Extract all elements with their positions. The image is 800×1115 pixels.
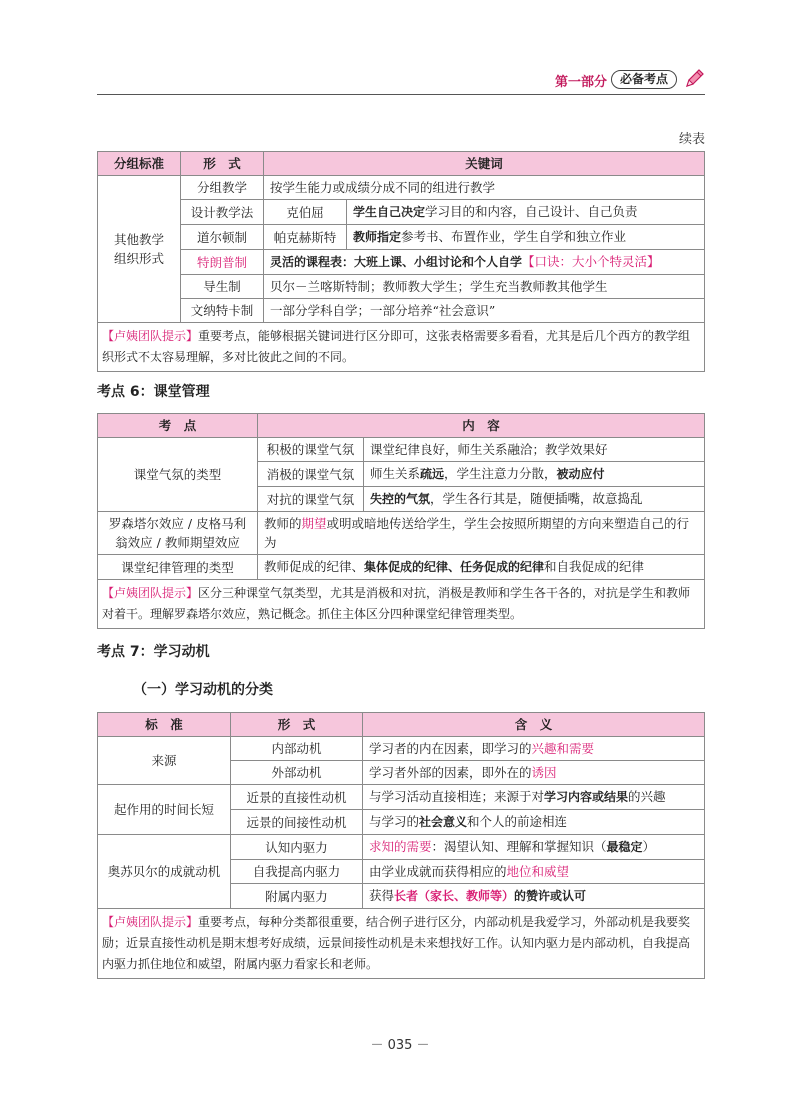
tip-row — [98, 580, 705, 629]
desc-text: ，学生各行其是，随便插嘴，故意捣乱 — [430, 491, 643, 506]
meaning-cell — [363, 884, 705, 909]
climate-type: 对抗的课堂气氛 — [258, 487, 364, 512]
desc-text: 学习者的内在因素，即学习的 — [369, 741, 532, 756]
meaning-cell — [363, 785, 705, 810]
form-cell: 分组教学 — [181, 176, 264, 200]
keyword-text: 学习目的和内容，自己设计、自己负责 — [425, 204, 638, 219]
form-cell: 内部动机 — [231, 737, 363, 761]
keyword-cell — [264, 250, 705, 275]
desc-bold: 学习内容或结果 — [544, 790, 629, 804]
discipline-desc — [258, 555, 705, 580]
desc-highlight: 长者（家长、教师等） — [394, 889, 515, 903]
tip-text: 重要考点，每种分类都很重要，结合例子进行区分，内部动机是我爱学习，外部动机是我要奖励；近景直接性动机是期末想考好成绩，远景间接性动机是未来想找好工作。认知内驱力是内部动机，自我提高内驱力抓住地位和威望，附属内驱力看家长和老师。 — [102, 915, 691, 971]
climate-desc — [364, 462, 705, 487]
section-title: 考点 6：课堂管理 — [97, 384, 210, 400]
keyword-bold: 学生自己决定 — [353, 205, 426, 219]
desc-text: 学习者外部的因素，即外在的 — [369, 765, 532, 780]
classroom-management-table — [97, 413, 705, 629]
column-header: 内 容 — [258, 414, 705, 438]
form-cell: 外部动机 — [231, 761, 363, 785]
table-header-row — [98, 414, 705, 438]
tip-row — [98, 909, 705, 979]
person-cell: 帕克赫斯特 — [264, 225, 347, 250]
form-cell: 远景的间接性动机 — [231, 810, 363, 835]
keyword-cell — [347, 225, 705, 250]
desc-highlight: 兴趣和需要 — [531, 741, 595, 756]
table-row — [98, 176, 705, 200]
person-cell: 克伯屈 — [264, 200, 347, 225]
meaning-cell — [363, 761, 705, 785]
desc-bold: 的赞许或认可 — [514, 889, 587, 903]
desc-text: 教师的 — [264, 516, 302, 531]
tip-text: 重要考点，能够根据关键词进行区分即可，这张表格需要多看看，尤其是后几个西方的教学组织形式不太容易理解，多对比彼此之间的不同。 — [102, 329, 691, 364]
desc-bold: 被动应付 — [556, 467, 605, 481]
desc-text: 与学习的 — [369, 814, 420, 829]
desc-text: 师生关系 — [370, 466, 421, 481]
tip-label: 【卢姨团队提示】 — [102, 915, 199, 929]
table-row — [98, 275, 705, 299]
desc-highlight: 地位和威望 — [506, 864, 570, 879]
section-title: 考点 7：学习动机 — [97, 644, 210, 660]
column-header: 含 义 — [363, 713, 705, 737]
desc-text: ：渴望认知、理解和掌握知识（ — [431, 839, 607, 854]
standard-label: 来源 — [98, 737, 231, 785]
table-row — [98, 299, 705, 323]
part-title: 第一部分 — [554, 75, 607, 90]
desc-highlight: 求知的需要 — [369, 839, 432, 854]
desc-bold: 疏远 — [420, 467, 445, 481]
keyword-text: 参考书、布置作业，学生自学和独立作业 — [401, 229, 627, 244]
climate-label: 课堂气氛的类型 — [98, 438, 258, 512]
column-header: 标 准 — [98, 713, 231, 737]
keyword-bold: 灵活的课程表：大班上课、小组讨论和个人自学 — [270, 255, 523, 269]
form-cell: 道尔顿制 — [181, 225, 264, 250]
effect-label: 罗森塔尔效应 / 皮格马利翁效应 / 教师期望效应 — [98, 512, 258, 555]
header-divider — [97, 94, 705, 95]
keyword-cell — [347, 200, 705, 225]
form-cell: 近景的直接性动机 — [231, 785, 363, 810]
desc-text: 或明或暗地传送给学生，学生会按照所期望的方向来塑造自己的行为 — [264, 516, 690, 550]
desc-text: 和个人的前途相连 — [467, 814, 568, 829]
climate-type: 消极的课堂气氛 — [258, 462, 364, 487]
climate-desc: 课堂纪律良好，师生关系融洽；教学效果好 — [364, 438, 705, 462]
column-header: 分组标准 — [98, 152, 181, 176]
subsection-title: （一）学习动机的分类 — [133, 682, 273, 698]
desc-bold: 最稳定 — [606, 840, 643, 854]
continued-label: 续表 — [678, 132, 705, 147]
form-cell: 认知内驱力 — [231, 835, 363, 860]
desc-highlight: 期望 — [301, 516, 327, 531]
form-cell: 自我提高内驱力 — [231, 860, 363, 884]
desc-bold: 集体促成的纪律、任务促成的纪律 — [364, 560, 545, 574]
form-cell: 特朗普制 — [181, 250, 264, 275]
team-tip — [98, 580, 705, 629]
table-row — [98, 250, 705, 275]
form-cell: 导生制 — [181, 275, 264, 299]
team-tip — [98, 909, 705, 979]
learning-motivation-table — [97, 712, 705, 979]
table-header-row — [98, 713, 705, 737]
column-header: 关键词 — [264, 152, 705, 176]
column-header: 形 式 — [181, 152, 264, 176]
desc-highlight: 诱因 — [531, 765, 557, 780]
effect-desc — [258, 512, 705, 555]
tip-label: 【卢姨团队提示】 — [102, 586, 199, 600]
tip-text: 区分三种课堂气氛类型，尤其是消极和对抗，消极是教师和学生各干各的，对抗是学生和教师对着干。理解罗森塔尔效应，熟记概念。抓住主体区分四种课堂纪律管理类型。 — [102, 586, 691, 621]
tip-row — [98, 323, 705, 372]
desc-bold: 社会意义 — [419, 815, 468, 829]
standard-label: 起作用的时间长短 — [98, 785, 231, 835]
table-row — [98, 512, 705, 555]
column-header: 形 式 — [231, 713, 363, 737]
table-row — [98, 200, 705, 225]
desc-text: 教师促成的纪律、 — [264, 559, 365, 574]
meaning-cell — [363, 835, 705, 860]
climate-desc — [364, 487, 705, 512]
mnemonic-text: 【口诀：大小个特灵活】 — [522, 254, 660, 269]
table-row — [98, 225, 705, 250]
desc-text: 与学习活动直接相连；来源于对 — [369, 789, 545, 804]
meaning-cell — [363, 810, 705, 835]
desc-text: 获得 — [369, 888, 395, 903]
team-tip — [98, 323, 705, 372]
meaning-cell — [363, 860, 705, 884]
desc-text: 由学业成就而获得相应的 — [369, 864, 507, 879]
meaning-cell — [363, 737, 705, 761]
table-row — [98, 555, 705, 580]
form-cell: 文纳特卡制 — [181, 299, 264, 323]
keyword-cell: 贝尔－兰喀斯特制；教师教大学生；学生充当教师教其他学生 — [264, 275, 705, 299]
keyword-cell: 一部分学科自学；一部分培养“社会意识” — [264, 299, 705, 323]
desc-text: 和自我促成的纪律 — [544, 559, 645, 574]
discipline-label: 课堂纪律管理的类型 — [98, 555, 258, 580]
table-row — [98, 438, 705, 462]
keyword-cell: 按学生能力或成绩分成不同的组进行教学 — [264, 176, 705, 200]
climate-type: 积极的课堂气氛 — [258, 438, 364, 462]
keyword-bold: 教师指定 — [353, 230, 402, 244]
tip-label: 【卢姨团队提示】 — [102, 329, 199, 343]
page-header — [97, 68, 705, 94]
desc-text: ） — [642, 839, 656, 854]
section-badge: 必备考点 — [611, 70, 677, 89]
table-row — [98, 785, 705, 810]
form-cell: 附属内驱力 — [231, 884, 363, 909]
form-cell: 设计教学法 — [181, 200, 264, 225]
table-row — [98, 737, 705, 761]
desc-text: 的兴趣 — [628, 789, 666, 804]
teaching-organization-table — [97, 151, 705, 372]
table-row — [98, 835, 705, 860]
group-label: 其他教学组织形式 — [98, 176, 181, 323]
desc-text: ，学生注意力分散， — [444, 466, 557, 481]
column-header: 考 点 — [98, 414, 258, 438]
standard-label: 奥苏贝尔的成就动机 — [98, 835, 231, 909]
page-number: － 035 － — [370, 1038, 430, 1053]
table-header-row — [98, 152, 705, 176]
desc-bold: 失控的气氛 — [370, 492, 431, 506]
pencil-icon — [683, 68, 705, 90]
